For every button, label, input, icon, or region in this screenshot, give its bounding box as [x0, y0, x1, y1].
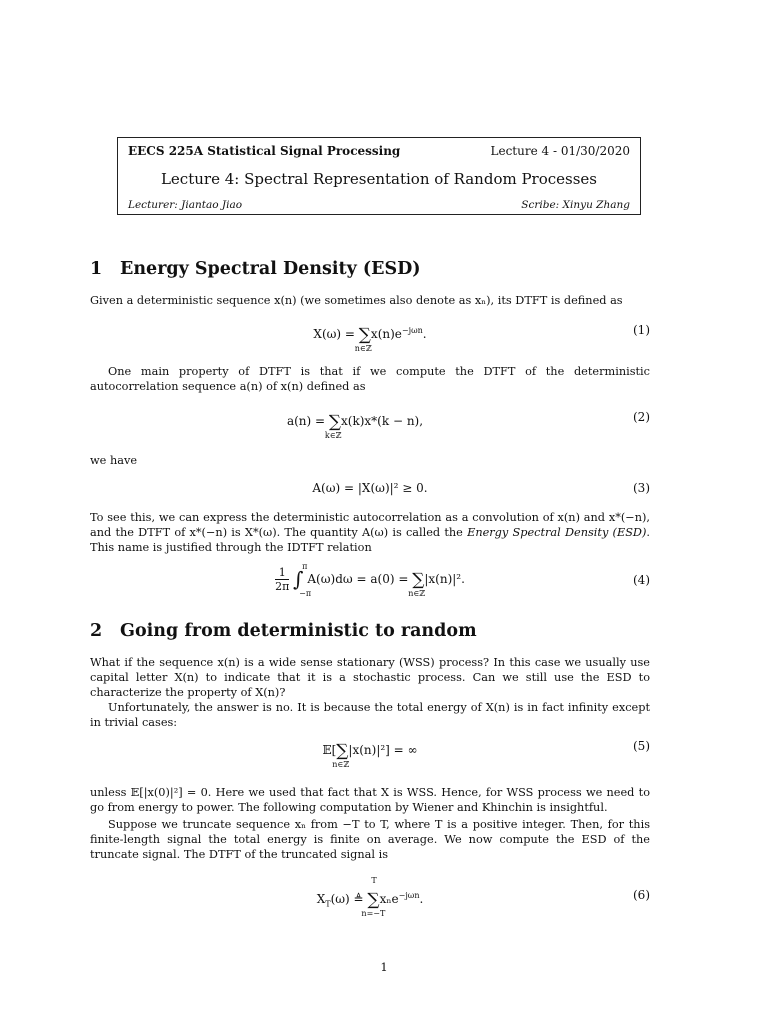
sum-symbol: ∑: [328, 412, 342, 432]
eq-rhs: |x(n)|²] = ∞: [348, 743, 418, 757]
equation-number: (4): [633, 573, 650, 587]
paragraph: we have: [90, 454, 138, 467]
eq-tail: .: [422, 327, 427, 341]
eq-sum-index: n∈ℤ: [354, 344, 372, 353]
equation-number: (3): [633, 481, 650, 495]
section-heading-2: [90, 621, 477, 641]
equation-number: (6): [633, 888, 650, 902]
text-run: . This name is justified through the IDTFT relation: [90, 526, 650, 554]
equation-number: (1): [633, 323, 650, 337]
equation-2: [90, 410, 650, 442]
eq-rhs: |x(n)|².: [424, 572, 465, 586]
sum-upper: T: [371, 876, 377, 885]
lecture-header-box: [117, 137, 641, 215]
paragraph: Given a deterministic sequence x(n) (we sometimes also denote as xₙ), its DTFT is defined as: [90, 294, 623, 307]
paragraph: Suppose we truncate sequence xₙ from −T to T, where T is a positive integer. Then, for this finite-length signal the total energy is finite on average. We now compute the ESD of the truncate signal. The DTFT of the truncated signal is: [90, 818, 650, 861]
equation-number: (5): [633, 739, 650, 753]
scribe: Scribe: Xinyu Zhang: [521, 199, 630, 211]
sum-symbol: ∑: [412, 570, 425, 590]
eq-exp: −jωn: [401, 326, 423, 335]
equation-6: [90, 876, 650, 920]
eq-rhs: x(k)x*(k − n),: [341, 414, 424, 428]
eq-sum-index: n∈ℤ: [332, 760, 350, 769]
emphasis: Energy Spectral Density (ESD): [467, 526, 647, 539]
section-heading-1: [90, 259, 421, 279]
eq-rhs: xₙe: [379, 892, 399, 906]
eq-body: A(ω) = |X(ω)|² ≥ 0.: [312, 481, 428, 495]
eq-sum-index: n∈ℤ: [408, 589, 426, 598]
sum-symbol: ∑: [358, 325, 371, 345]
equation-1: [90, 323, 650, 355]
equation-4: [90, 564, 650, 604]
text-run: To see this, we can express the deterministic autocorrelation as a convolution of x(n) and x*(−n), and the DTFT of x*(−n) is X*(ω). The quantity A(ω) is called the: [90, 511, 650, 539]
course-name: EECS 225A Statistical Signal Processing: [128, 144, 401, 158]
section-number: 1: [90, 259, 103, 279]
integral-symbol: ∫: [293, 567, 304, 591]
equation-5: [90, 739, 650, 771]
fraction: [275, 566, 289, 593]
paragraph: What if the sequence x(n) is a wide sense stationary (WSS) process? In this case we usually use capital letter X(n) to indicate that it is a stochastic process. Can we still use the ESD to characterize the property of X(n)?: [90, 656, 650, 699]
page-number: 1: [380, 960, 388, 974]
section-title: Energy Spectral Density (ESD): [120, 259, 421, 279]
eq-lhs2: (ω) ≜: [330, 892, 368, 906]
eq-lhs: a(n) =: [286, 414, 329, 428]
paragraph: unless 𝔼[|x(0)|²] = 0. Here we used that fact that X is WSS. Hence, for WSS process we need to go from energy to power. The following computation by Wiener and Khinchin is insightful.: [90, 786, 650, 814]
frac-den: 2π: [275, 580, 290, 593]
section-number: 2: [90, 621, 103, 641]
eq-lhs: X: [316, 892, 326, 906]
eq-tail: .: [419, 892, 424, 906]
lecturer: Lecturer: Jiantao Jiao: [128, 199, 243, 211]
sum-symbol: ∑: [367, 890, 380, 910]
eq-rhs: x(n)e: [370, 327, 402, 341]
eq-mid: A(ω)dω = a(0) =: [307, 572, 413, 586]
sum-symbol: ∑: [336, 741, 349, 761]
eq-lhs: X(ω) =: [313, 327, 359, 341]
eq-exp: −jωn: [398, 891, 420, 900]
eq-lhs: 𝔼[: [322, 743, 337, 757]
section-title: Going from deterministic to random: [120, 621, 477, 641]
equation-number: (2): [633, 410, 650, 424]
int-upper: π: [302, 562, 308, 571]
paragraph: One main property of DTFT is that if we compute the DTFT of the deterministic autocorrelation sequence a(n) of x(n) defined as: [90, 365, 650, 393]
lecture-date: Lecture 4 - 01/30/2020: [490, 144, 630, 158]
eq-sum-index: k∈ℤ: [324, 431, 342, 440]
paragraph: Unfortunately, the answer is no. It is because the total energy of X(n) is in fact infinity except in trivial cases:: [90, 701, 650, 729]
frac-num: 1: [275, 566, 289, 580]
paragraph: [90, 510, 650, 555]
eq-lhs-sub: T: [325, 899, 331, 909]
sum-lower: n=−T: [361, 909, 386, 918]
int-lower: −π: [299, 589, 312, 598]
lecture-title: Lecture 4: Spectral Representation of Random Processes: [160, 170, 598, 188]
